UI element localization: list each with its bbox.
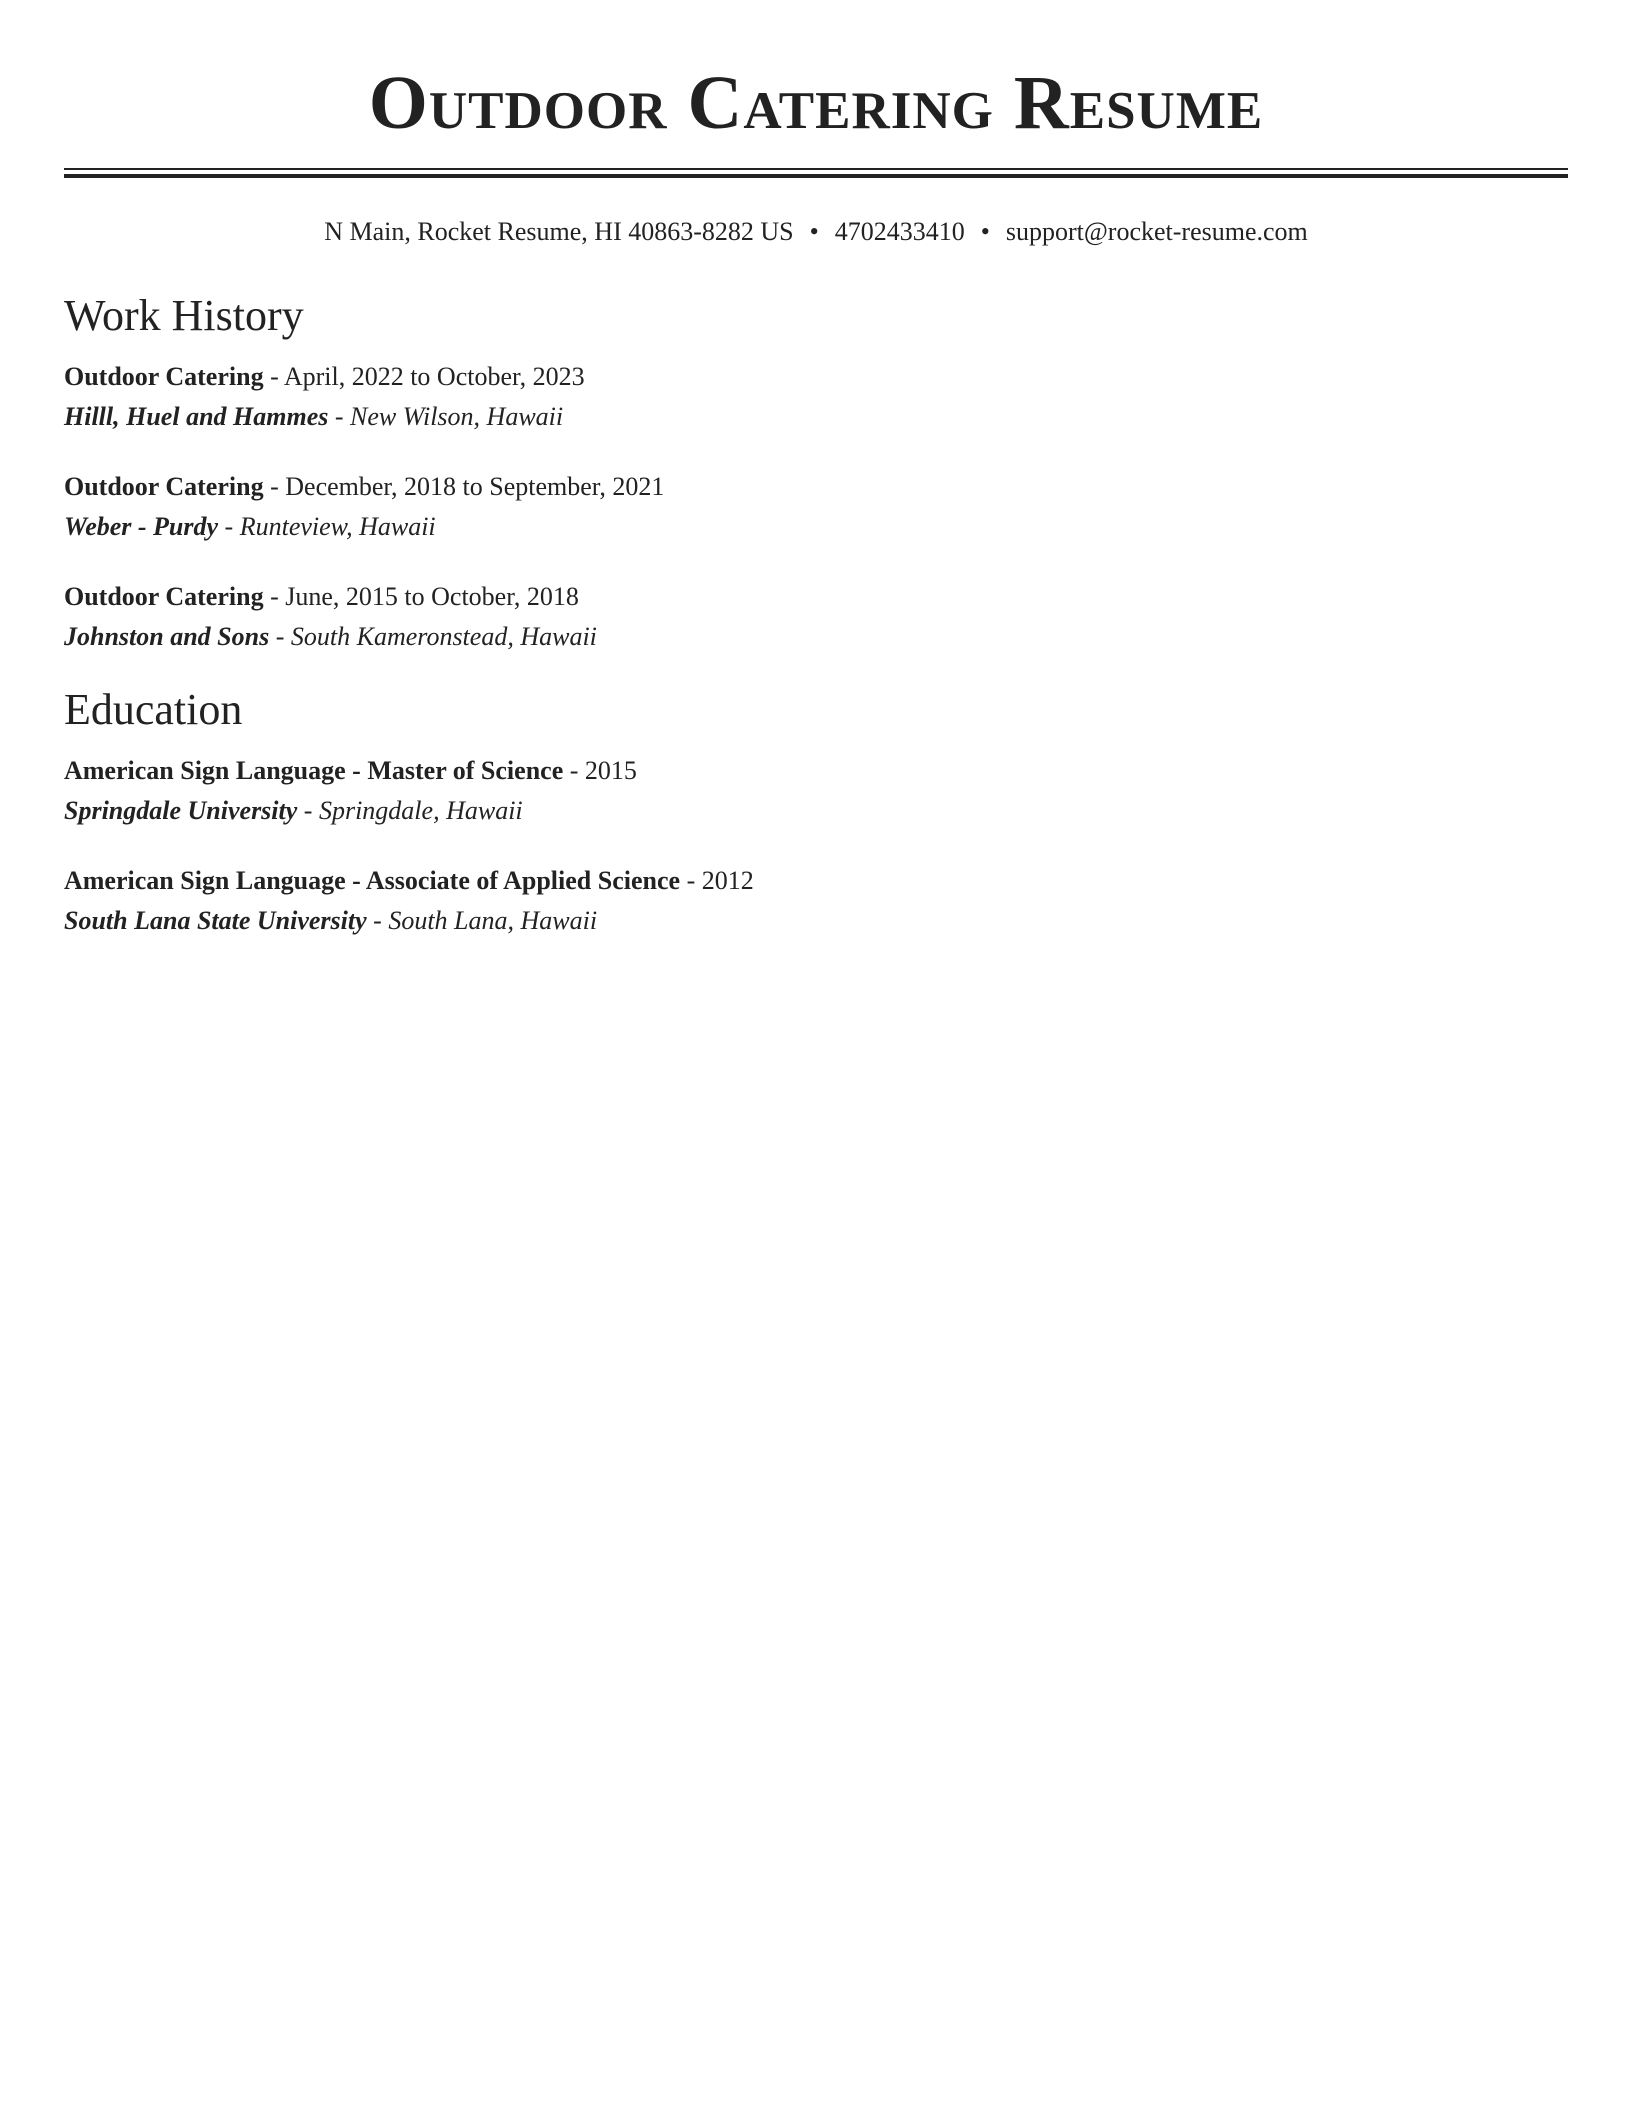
job-dates: June, 2015 to October, 2018	[285, 582, 579, 611]
education-heading: Education	[64, 685, 243, 734]
education-entry-school-line: South Lana State University - South Lana, Hawaii	[64, 906, 598, 935]
job-location: Runteview, Hawaii	[239, 512, 436, 541]
contact-phone: 4702433410	[834, 217, 965, 246]
education-entry	[64, 751, 1568, 831]
job-location: New Wilson, Hawaii	[350, 402, 564, 431]
degree: American Sign Language - Master of Science	[64, 756, 564, 785]
resume-title: Outdoor Catering Resume	[368, 61, 1264, 145]
work-entry-company-line: Weber - Purdy - Runteview, Hawaii	[64, 512, 436, 541]
school-location: South Lana, Hawaii	[388, 906, 598, 935]
contact-address: N Main, Rocket Resume, HI 40863-8282 US	[324, 217, 794, 246]
job-company: Weber - Purdy	[64, 512, 219, 541]
work-entry-title-line: Outdoor Catering - June, 2015 to October, 2018	[64, 582, 579, 611]
education-entry-degree-line: American Sign Language - Associate of Applied Science - 2012	[64, 866, 754, 895]
job-position: Outdoor Catering	[64, 582, 264, 611]
job-company: Johnston and Sons	[64, 622, 270, 651]
graduation-year: 2015	[584, 756, 637, 785]
education-entry-school-line: Springdale University - Springdale, Hawaii	[64, 796, 523, 825]
contact-line	[64, 215, 1568, 249]
work-entry	[64, 357, 1568, 437]
education-entry-degree-line: American Sign Language - Master of Science - 2015	[64, 756, 637, 785]
school-location: Springdale, Hawaii	[318, 796, 523, 825]
job-dates: April, 2022 to October, 2023	[283, 362, 585, 391]
contact-separator: •	[809, 217, 819, 246]
resume-page	[64, 0, 1568, 941]
work-entry	[64, 467, 1568, 547]
job-position: Outdoor Catering	[64, 362, 264, 391]
divider-thin-line	[64, 168, 1568, 170]
school-name: Springdale University	[64, 796, 298, 825]
work-entry-company-line: Hilll, Huel and Hammes - New Wilson, Hawaii	[64, 402, 564, 431]
education-entry	[64, 861, 1568, 941]
title-divider	[64, 168, 1568, 179]
contact-separator: •	[980, 217, 990, 246]
work-entry-title-line: Outdoor Catering - December, 2018 to September, 2021	[64, 472, 665, 501]
job-dates: December, 2018 to September, 2021	[285, 472, 665, 501]
school-name: South Lana State University	[64, 906, 367, 935]
degree: American Sign Language - Associate of Applied Science	[64, 866, 681, 895]
work-history-heading: Work History	[64, 291, 304, 340]
graduation-year: 2012	[701, 866, 754, 895]
job-location: South Kameronstead, Hawaii	[290, 622, 597, 651]
job-company: Hilll, Huel and Hammes	[64, 402, 329, 431]
work-entry-company-line: Johnston and Sons - South Kameronstead, Hawaii	[64, 622, 597, 651]
work-entry	[64, 577, 1568, 657]
job-position: Outdoor Catering	[64, 472, 264, 501]
work-entry-title-line: Outdoor Catering - April, 2022 to October, 2023	[64, 362, 585, 391]
divider-thick-line	[64, 174, 1568, 178]
contact-email: support@rocket-resume.com	[1005, 217, 1308, 246]
